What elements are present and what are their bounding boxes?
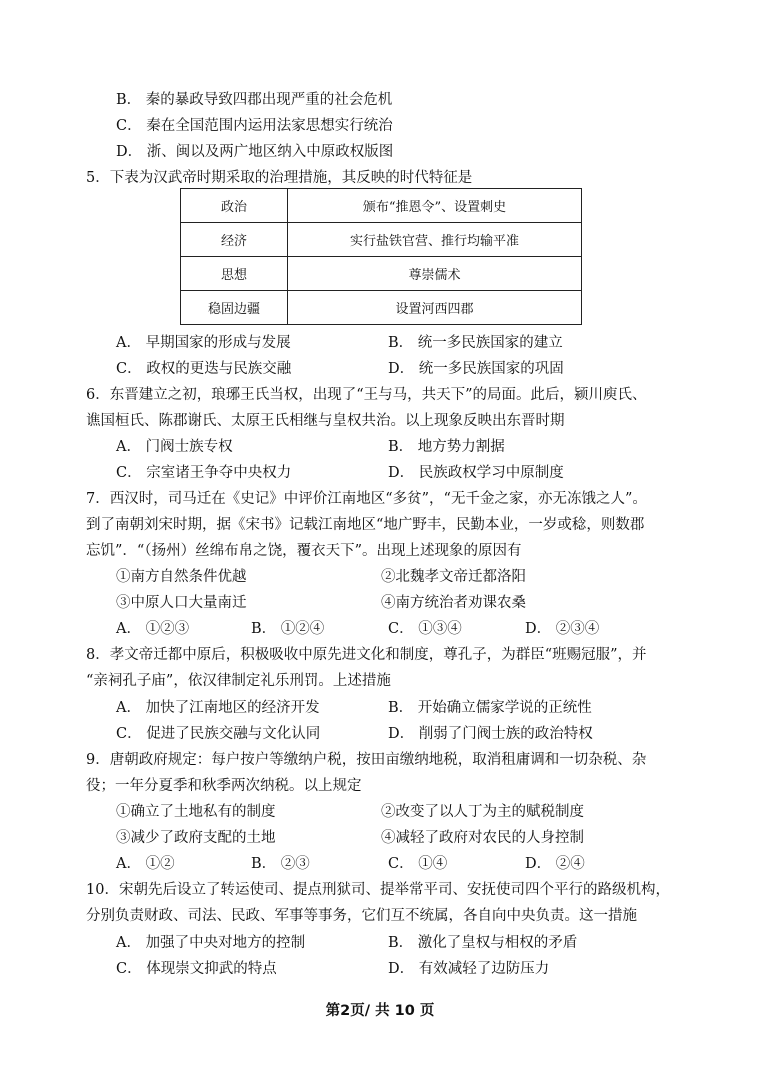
q7-option-d: D． ②③④ xyxy=(525,621,600,637)
q8-stem-line1: 8．孝文帝迁都中原后，积极吸收中原先进文化和制度，尊孔子，为群臣“班赐冠服”，并 xyxy=(86,647,647,663)
q5-option-c: C． 政权的更迭与民族交融 xyxy=(116,361,292,377)
q9-option-d: D． ②④ xyxy=(525,856,585,872)
q10-option-a: A． 加强了中央对地方的控制 xyxy=(116,935,306,951)
q7-option-c: C． ①③④ xyxy=(388,621,462,637)
q10-option-c: C． 体现崇文抑武的特点 xyxy=(116,961,277,977)
q9-item-3: ③减少了政府支配的土地 xyxy=(116,830,276,846)
q7-stem-line3: 忘饥”．“（扬州）丝绵布帛之饶，覆衣天下”。出现上述现象的原因有 xyxy=(86,543,522,559)
q5-option-b: B． 统一多民族国家的建立 xyxy=(388,335,563,351)
q7-item-3: ③中原人口大量南迁 xyxy=(116,595,247,611)
q4-option-d: D． 浙、闽以及两广地区纳入中原政权版图 xyxy=(116,144,394,160)
q8-option-b: B． 开始确立儒家学说的正统性 xyxy=(388,700,592,716)
table-row xyxy=(181,189,582,223)
q4-option-c: C． 秦在全国范围内运用法家思想实行统治 xyxy=(116,118,393,134)
q6-option-b: B． 地方势力割据 xyxy=(388,439,505,455)
q9-item-4: ④减轻了政府对农民的人身控制 xyxy=(381,830,584,846)
page-number-footer: 第2页/ 共 10 页 xyxy=(325,1003,435,1019)
table-cell-value: 实行盐铁官营、推行均输平准 xyxy=(288,223,582,257)
table-row xyxy=(181,291,582,325)
q5-stem: 5．下表为汉武帝时期采取的治理措施，其反映的时代特征是 xyxy=(86,170,473,186)
table-row xyxy=(181,257,582,291)
q7-option-b: B． ①②④ xyxy=(251,621,325,637)
q6-option-c: C． 宗室诸王争夺中央权力 xyxy=(116,465,292,481)
table-cell-key: 经济 xyxy=(181,223,288,257)
q5-option-a: A． 早期国家的形成与发展 xyxy=(116,335,291,351)
q7-stem-line2: 到了南朝刘宋时期，据《宋书》记载江南地区“地广野丰，民勤本业，一岁或稔，则数郡 xyxy=(86,517,645,533)
table-cell-value: 设置河西四郡 xyxy=(288,291,582,325)
table-cell-key: 思想 xyxy=(181,257,288,291)
q6-stem-line2: 谯国桓氏、陈郡谢氏、太原王氏相继与皇权共治。以上现象反映出东晋时期 xyxy=(86,413,565,429)
q9-option-b: B． ②③ xyxy=(251,856,310,872)
q9-stem-line2: 役；一年分夏季和秋季两次纳税。以上规定 xyxy=(86,778,362,794)
q5-table xyxy=(180,188,582,325)
q7-item-4: ④南方统治者劝课农桑 xyxy=(381,595,526,611)
q5-option-d: D． 统一多民族国家的巩固 xyxy=(388,361,564,377)
q8-stem-line2: “亲祠孔子庙”，依汉律制定礼乐刑罚。上述措施 xyxy=(86,673,391,689)
table-cell-key: 政治 xyxy=(181,189,288,223)
q4-option-b: B． 秦的暴政导致四郡出现严重的社会危机 xyxy=(116,92,393,108)
q8-option-a: A． 加快了江南地区的经济开发 xyxy=(116,700,320,716)
q9-item-2: ②改变了以人丁为主的赋税制度 xyxy=(381,804,584,820)
table-cell-key: 稳固边疆 xyxy=(181,291,288,325)
q6-option-a: A． 门阀士族专权 xyxy=(116,439,233,455)
q7-option-a: A． ①②③ xyxy=(116,621,190,637)
q6-stem-line1: 6．东晋建立之初，琅琊王氏当权，出现了“王与马，共天下”的局面。此后，颍川庾氏、 xyxy=(86,387,647,403)
q10-stem-line1: 10．宋朝先后设立了转运使司、提点刑狱司、提举常平司、安抚使司四个平行的路级机构， xyxy=(86,882,670,898)
q9-stem-line1: 9．唐朝政府规定：每户按户等缴纳户税，按田亩缴纳地税，取消租庸调和一切杂税、杂 xyxy=(86,752,647,768)
q8-option-c: C． 促进了民族交融与文化认同 xyxy=(116,726,321,742)
q7-item-2: ②北魏孝文帝迁都洛阳 xyxy=(381,569,526,585)
q6-option-d: D． 民族政权学习中原制度 xyxy=(388,465,564,481)
q10-stem-line2: 分别负责财政、司法、民政、军事等事务，它们互不统属，各自向中央负责。这一措施 xyxy=(86,908,637,924)
q7-item-1: ①南方自然条件优越 xyxy=(116,569,247,585)
q8-option-d: D． 削弱了门阀士族的政治特权 xyxy=(388,726,593,742)
table-cell-value: 颁布“推恩令”、设置刺史 xyxy=(288,189,582,223)
q7-stem-line1: 7．西汉时，司马迁在《史记》中评价江南地区“多贫”，“无千金之家，亦无冻饿之人”。 xyxy=(86,491,647,507)
q9-item-1: ①确立了土地私有的制度 xyxy=(116,804,276,820)
q10-option-b: B． 激化了皇权与相权的矛盾 xyxy=(388,935,578,951)
q9-option-c: C． ①④ xyxy=(388,856,448,872)
q10-option-d: D． 有效减轻了边防压力 xyxy=(388,961,550,977)
q9-option-a: A． ①② xyxy=(116,856,175,872)
table-row xyxy=(181,223,582,257)
table-cell-value: 尊崇儒术 xyxy=(288,257,582,291)
